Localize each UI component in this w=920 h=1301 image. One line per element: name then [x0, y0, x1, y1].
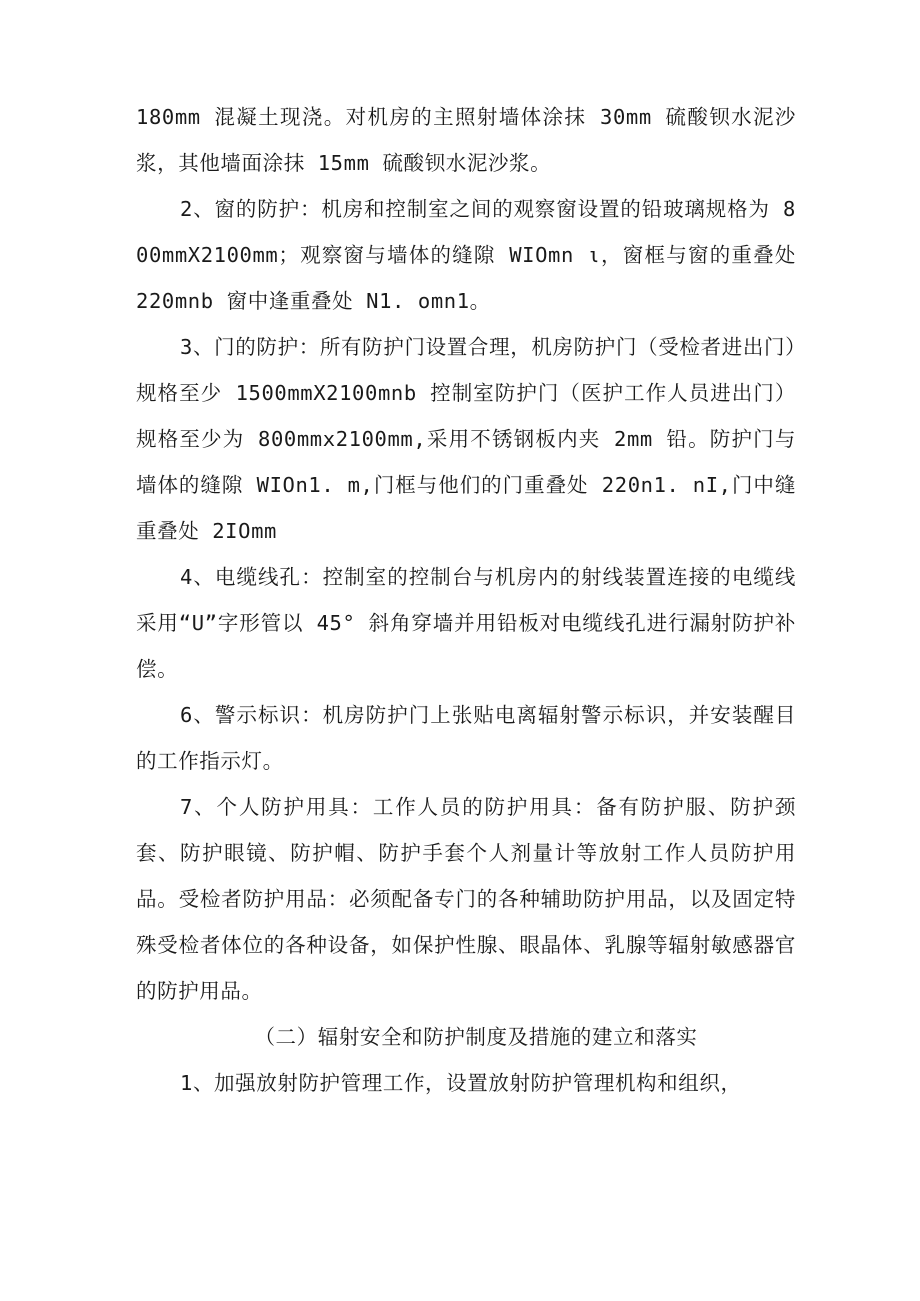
paragraph-continuation: 180mm 混凝土现浇。对机房的主照射墙体涂抹 30mm 硫酸钡水泥沙浆，其他墙面涂抹 15mm 硫酸钡水泥沙浆。 [136, 105, 796, 175]
paragraph-window-protection: 2、窗的防护：机房和控制室之间的观察窗设置的铅玻璃规格为 800mmX2100mm；观察窗与墙体的缝隙 WIOmn ι，窗框与窗的重叠处 220mnb 窗中逢重叠处 N1. omn1。 [136, 197, 796, 313]
paragraph-management: 1、加强放射防护管理工作，设置放射防护管理机构和组织， [180, 1071, 742, 1095]
paragraph-warning-signs: 6、警示标识：机房防护门上张贴电离辐射警示标识，并安装醒目的工作指示灯。 [136, 703, 796, 773]
document-body [136, 94, 796, 1106]
paragraph-door-protection: 3、门的防护：所有防护门设置合理，机房防护门（受检者进出门）规格至少 1500mmX2100mnb 控制室防护门（医护工作人员进出门）规格至少为 800mmx2100mm,采用不锈钢板内夹 2mm 铅。防护门与墙体的缝隙 WIOn1. m,门框与他们的门重叠处 220n1. nI,门中缝重叠处 2IOmm [136, 335, 796, 543]
paragraph-cable-holes: 4、电缆线孔：控制室的控制台与机房内的射线装置连接的电缆线采用“U”字形管以 45° 斜角穿墙并用铅板对电缆线孔进行漏射防护补偿。 [136, 565, 796, 681]
section-heading: （二）辐射安全和防护制度及措施的建立和落实 [254, 1025, 698, 1049]
paragraph-personal-protection: 7、个人防护用具：工作人员的防护用具：备有防护服、防护颈套、防护眼镜、防护帽、防护手套个人剂量计等放射工作人员防护用品。受检者防护用品：必须配备专门的各种辅助防护用品，以及固定特殊受检者体位的各种设备，如保护性腺、眼晶体、乳腺等辐射敏感器官的防护用品。 [136, 795, 796, 1003]
